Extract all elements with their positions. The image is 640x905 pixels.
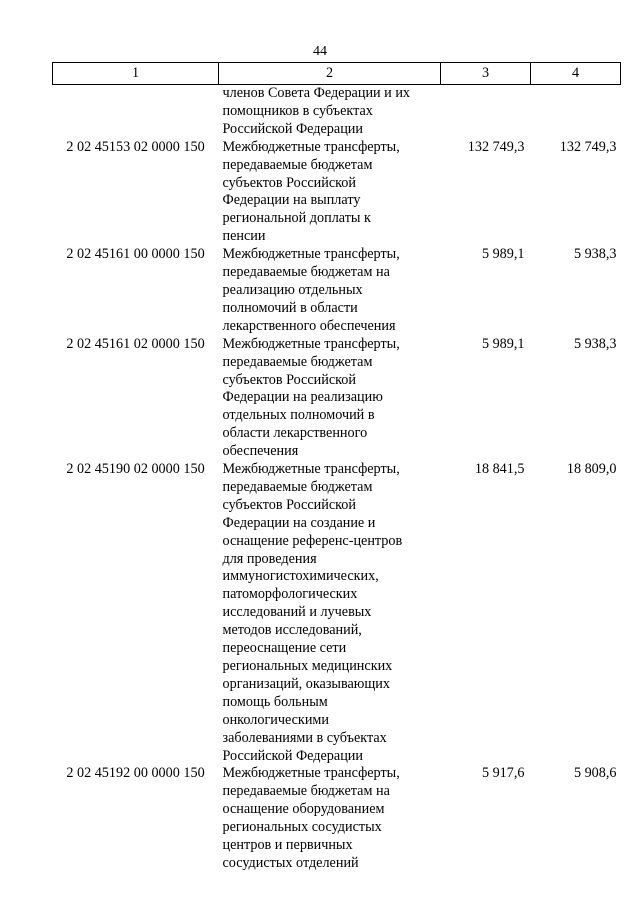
row-description (219, 246, 441, 336)
description-line: обеспечения (222, 443, 299, 460)
description-line: пенсии (222, 228, 266, 245)
row-code (53, 85, 219, 139)
table-row (53, 246, 621, 336)
row-value-3 (441, 85, 531, 139)
description-line: для проведения (222, 550, 317, 567)
row-description (219, 336, 441, 461)
description-line: передаваемые бюджетам на (222, 264, 390, 281)
description-line: субъектов Российской (222, 371, 356, 388)
row-value-4: 5 938,3 (573, 246, 617, 263)
column-header-name: 2 (219, 63, 441, 85)
description-line: оснащение референс-центров (222, 532, 403, 549)
description-line: Межбюджетные трансферты, (222, 335, 400, 352)
row-description (219, 461, 441, 765)
budget-table (52, 62, 621, 873)
description-line: Федерации на выплату (222, 192, 361, 209)
description-line: региональной доплаты к (222, 210, 371, 227)
table-row (53, 85, 621, 139)
table-row (53, 139, 621, 246)
description-line: Межбюджетные трансферты, (222, 461, 400, 478)
description-line: передаваемые бюджетам (222, 353, 373, 370)
table-body (53, 85, 621, 873)
description-line: полномочий в области (222, 299, 358, 316)
description-line: Федерации на создание и (222, 514, 376, 531)
row-description (219, 85, 441, 139)
row-value-3: 5 989,1 (481, 246, 525, 263)
row-value-3: 5 989,1 (481, 335, 525, 352)
description-line: региональных медицинских (222, 658, 393, 674)
description-line: региональных сосудистых (222, 819, 382, 836)
description-line: Межбюджетные трансферты, (222, 246, 400, 263)
description-line: Межбюджетные трансферты, (222, 138, 400, 155)
description-line: передаваемые бюджетам (222, 478, 373, 495)
description-line: переоснащение сети (222, 640, 347, 657)
row-code: 2 02 45153 02 0000 150 (66, 138, 205, 155)
description-line: заболеваниями в субъектах (222, 729, 387, 746)
column-header-code: 1 (53, 63, 219, 85)
row-value-4 (531, 85, 621, 139)
description-line: методов исследований, (222, 622, 362, 639)
row-description (219, 139, 441, 246)
description-line: онкологическими (222, 711, 329, 728)
description-line: иммуногистохимических, (222, 568, 379, 585)
description-line: субъектов Российской (222, 174, 356, 191)
description-line: членов Совета Федерации и их (222, 85, 411, 101)
row-value-3: 132 749,3 (467, 138, 525, 155)
description-line: патоморфологических (222, 586, 358, 603)
description-line: сосудистых отделений (222, 854, 359, 871)
description-line: Межбюджетные трансферты, (222, 765, 400, 782)
row-code: 2 02 45190 02 0000 150 (66, 461, 205, 478)
description-line: передаваемые бюджетам на (222, 783, 390, 800)
description-line: организаций, оказывающих (222, 675, 390, 692)
table-row (53, 336, 621, 461)
row-description (219, 765, 441, 872)
row-code: 2 02 45192 00 0000 150 (66, 765, 205, 782)
column-header-value-4: 4 (531, 63, 621, 85)
header-row (53, 63, 621, 85)
description-line: Российской Федерации (222, 120, 363, 137)
description-line: отдельных полномочий в (222, 407, 375, 424)
table-row (53, 461, 621, 765)
row-value-3: 5 917,6 (481, 765, 525, 782)
row-value-4: 5 908,6 (573, 765, 617, 782)
row-value-3: 18 841,5 (474, 461, 525, 478)
page-number: 44 (313, 44, 327, 59)
description-line: помощников в субъектах (222, 102, 373, 119)
row-code: 2 02 45161 02 0000 150 (66, 335, 205, 352)
row-value-4: 132 749,3 (559, 138, 617, 155)
description-line: области лекарственного (222, 425, 368, 442)
table-row (53, 765, 621, 872)
description-line: Российской Федерации (222, 747, 363, 764)
description-line: помощь больным (222, 693, 328, 710)
description-line: реализацию отдельных (222, 281, 363, 298)
description-line: передаваемые бюджетам (222, 156, 373, 173)
column-header-value-3: 3 (441, 63, 531, 85)
description-line: центров и первичных (222, 837, 353, 854)
description-line: исследований и лучевых (222, 604, 372, 621)
row-value-4: 5 938,3 (573, 335, 617, 352)
row-code: 2 02 45161 00 0000 150 (66, 246, 205, 263)
description-line: лекарственного обеспечения (222, 317, 396, 334)
description-line: оснащение оборудованием (222, 801, 385, 818)
description-line: Федерации на реализацию (222, 389, 383, 406)
description-line: субъектов Российской (222, 496, 356, 513)
row-value-4: 18 809,0 (566, 461, 617, 478)
